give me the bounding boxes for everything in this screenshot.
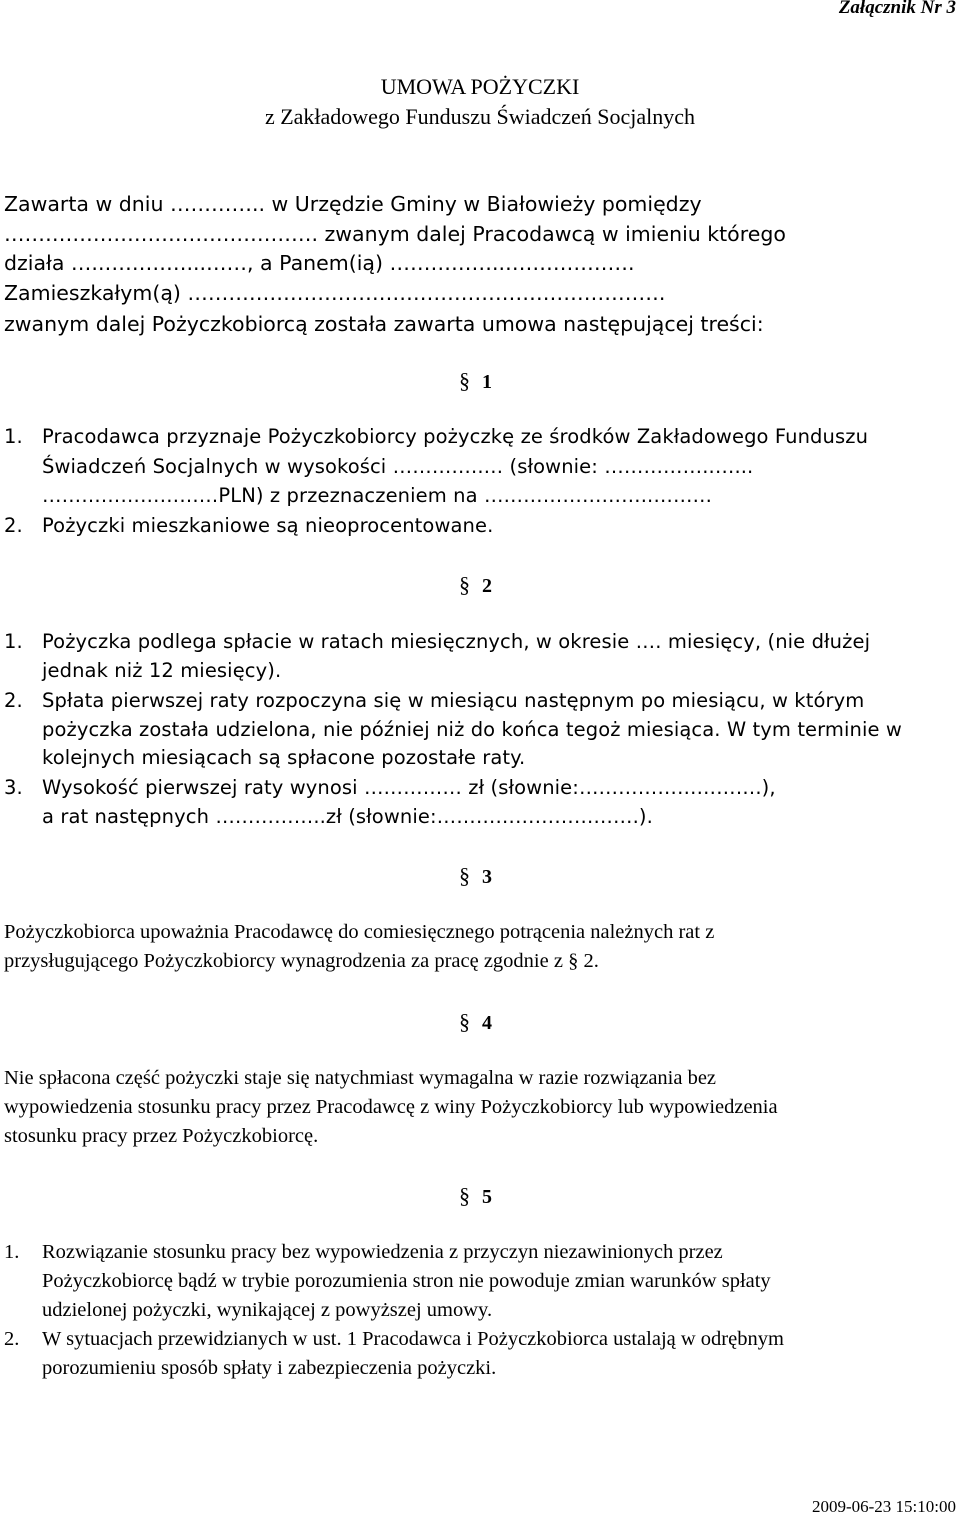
intro-line: ………………………………………. zwanym dalej Pracodawcą w imieniu którego	[4, 222, 786, 246]
section-number: 1	[482, 371, 492, 393]
item-text: Pożyczki mieszkaniowe są nieoprocentowane.	[42, 514, 494, 537]
item-text: Pożyczka podlega spłacie w ratach miesięcznych, w okresie …. miesięcy, (nie dłużej	[42, 630, 871, 653]
intro-line: Zamieszkałym(ą) …………………………………………………………….	[4, 281, 666, 305]
item-text: kolejnych miesiącach są spłacone pozostałe raty.	[42, 746, 526, 769]
section-symbol: §	[459, 1009, 470, 1034]
item-text: porozumieniu sposób spłaty i zabezpieczenia pożyczki.	[42, 1357, 497, 1379]
item-text: a rat następnych ……………..zł (słownie:………………………….).	[42, 805, 653, 828]
item-text: Pracodawca przyznaje Pożyczkobiorcy pożyczkę ze środków Zakładowego Funduszu	[42, 425, 869, 448]
paragraph-line: Pożyczkobiorca upoważnia Pracodawcę do comiesięcznego potrącenia należnych rat z	[4, 921, 715, 943]
item-text: Świadczeń Socjalnych w wysokości …………..… (słownie: ……………..…...	[42, 455, 754, 478]
item-number: 2.	[4, 689, 23, 712]
section-number: 3	[482, 866, 492, 888]
intro-line: działa …..…………...……, a Panem(ią) ……………..……………….	[4, 251, 635, 275]
item-text: ………………………PLN) z przeznaczeniem na ……………………..………	[42, 484, 713, 507]
section-number: 4	[482, 1012, 492, 1034]
section-heading-4	[459, 1009, 492, 1035]
item-number: 2.	[4, 1328, 20, 1350]
item-number: 1.	[4, 1241, 20, 1263]
annex-label: Załącznik Nr 3	[838, 0, 956, 18]
paragraph-line: wypowiedzenia stosunku pracy przez Pracodawcę z winy Pożyczkobiorcy lub wypowiedzenia	[4, 1096, 778, 1118]
item-text: jednak niż 12 miesięcy).	[42, 659, 282, 682]
section-symbol: §	[459, 572, 470, 597]
item-text: udzielonej pożyczki, wynikającej z powyższej umowy.	[42, 1299, 493, 1321]
document-title: UMOWA POŻYCZKI	[380, 74, 580, 99]
section-heading-1	[459, 368, 492, 394]
item-text: W sytuacjach przewidzianych w ust. 1 Pracodawca i Pożyczkobiorca ustalają w odrębnym	[42, 1328, 784, 1350]
item-number: 3.	[4, 776, 23, 799]
section-heading-2	[459, 572, 492, 598]
item-text: pożyczka została udzielona, nie później niż do końca tegoż miesiąca. W tym terminie w	[42, 718, 902, 741]
paragraph-line: stosunku pracy przez Pożyczkobiorcę.	[4, 1125, 319, 1147]
intro-line: Zawarta w dniu ………….. w Urzędzie Gminy w Białowieży pomiędzy	[4, 192, 702, 216]
section-number: 5	[482, 1186, 492, 1208]
item-text: Spłata pierwszej raty rozpoczyna się w miesiącu następnym po miesiącu, w którym	[42, 689, 865, 712]
item-number: 2.	[4, 514, 23, 537]
intro-line: zwanym dalej Pożyczkobiorcą została zawarta umowa następującej treści:	[4, 312, 764, 336]
section-symbol: §	[459, 1183, 470, 1208]
section-heading-5	[459, 1183, 492, 1209]
section-number: 2	[482, 575, 492, 597]
paragraph-line: przysługującego Pożyczkobiorcy wynagrodzenia za pracę zgodnie z § 2.	[4, 950, 599, 972]
item-text: Wysokość pierwszej raty wynosi …………… zł (słownie:……………………….),	[42, 776, 776, 799]
paragraph-line: Nie spłacona część pożyczki staje się natychmiast wymagalna w razie rozwiązania bez	[4, 1067, 717, 1089]
section-symbol: §	[459, 368, 470, 393]
section-symbol: §	[459, 863, 470, 888]
section-heading-3	[459, 863, 492, 889]
item-number: 1.	[4, 425, 23, 448]
document-subtitle: z Zakładowego Funduszu Świadczeń Socjalnych	[264, 104, 696, 129]
item-text: Rozwiązanie stosunku pracy bez wypowiedzenia z przyczyn niezawinionych przez	[42, 1241, 723, 1263]
footer-timestamp: 2009-06-23 15:10:00	[811, 1497, 956, 1516]
item-number: 1.	[4, 630, 23, 653]
item-text: Pożyczkobiorcę bądź w trybie porozumienia stron nie powoduje zmian warunków spłaty	[42, 1270, 771, 1292]
